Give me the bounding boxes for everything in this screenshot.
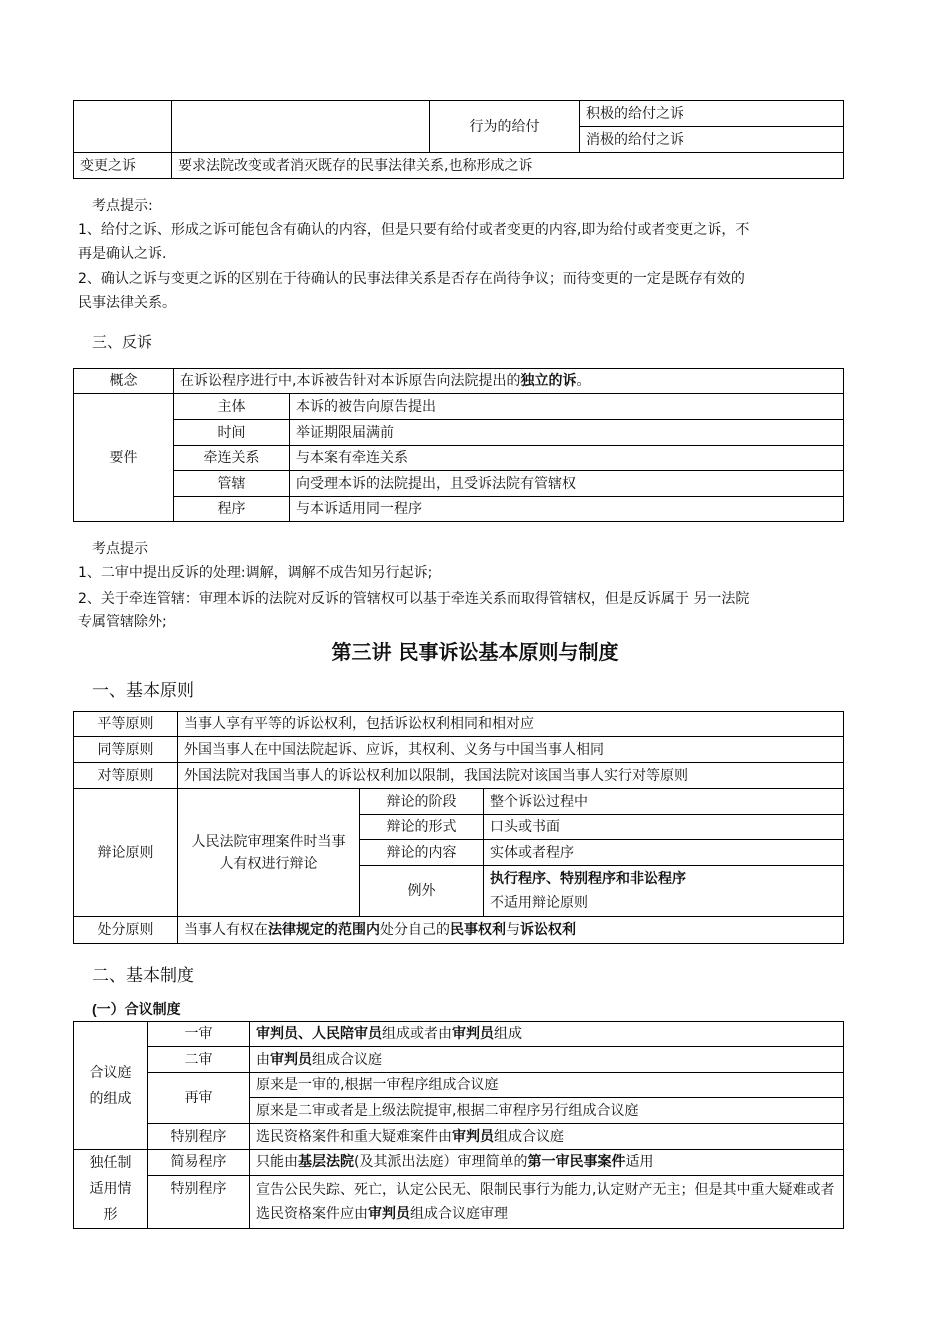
req-key: 程序 (174, 497, 290, 522)
group-sole-judge: 独任制适用情形 (74, 1150, 148, 1229)
req-value: 与本案有牵连关系 (290, 446, 844, 471)
principle-desc: 当事人有权在法律规定的范围内处分自己的民事权利与诉讼权利 (178, 917, 844, 944)
cell-requirements-label: 要件 (74, 394, 174, 522)
principle-name: 同等原则 (74, 737, 178, 763)
req-value: 本诉的被告向原告提出 (290, 394, 844, 420)
principle-desc: 当事人享有平等的诉讼权利，包括诉讼权利相同和相对应 (178, 712, 844, 737)
req-key: 主体 (174, 394, 290, 420)
group-collegiate-composition: 合议庭的组成 (74, 1022, 148, 1150)
principle-desc: 外国当事人在中国法院起诉、应诉，其权利、义务与中国当事人相同 (178, 737, 844, 763)
cell-positive-payment: 积极的给付之诉 (580, 101, 844, 127)
table-counterclaim (73, 368, 844, 522)
debate-key: 辩论的内容 (360, 840, 484, 866)
stage-key: 特别程序 (148, 1124, 250, 1150)
cell-empty (172, 101, 430, 153)
principle-name: 辩论原则 (74, 789, 178, 917)
req-value: 向受理本诉的法院提出，且受诉法院有管辖权 (290, 471, 844, 497)
cell-conduct-payment: 行为的给付 (430, 101, 580, 153)
cell-change-suit-desc: 要求法院改变或者消灭既存的民事法律关系,也称形成之诉 (172, 153, 844, 179)
tips1-line4: 民事法律关系。 (78, 295, 176, 311)
section-basic-system: 二、基本制度 (92, 966, 194, 986)
tips1-head: 考点提示: (92, 198, 153, 214)
cell-empty (74, 101, 172, 153)
tips1-line2: 再是确认之诉. (78, 246, 167, 262)
debate-key: 辩论的形式 (360, 815, 484, 840)
table-basic-principles (73, 711, 844, 944)
stage-value: 审判员、人民陪审员组成或者由审判员组成 (250, 1022, 844, 1047)
tips1-line3: 2、确认之诉与变更之诉的区别在于待确认的民事法律关系是否存在尚待争议；而待变更的一定是既存有效的 (78, 271, 745, 287)
lecture-title: 第三讲 民事诉讼基本原则与制度 (331, 640, 619, 664)
req-key: 管辖 (174, 471, 290, 497)
tips2-line3: 专属管辖除外; (78, 614, 167, 630)
stage-value: 原来是二审或者是上级法院提审,根据二审程序另行组成合议庭 (250, 1098, 844, 1124)
debate-exception: 执行程序、特别程序和非讼程序 不适用辩论原则 (484, 866, 844, 917)
stage-key: 简易程序 (148, 1150, 250, 1176)
req-value: 与本诉适用同一程序 (290, 497, 844, 522)
principle-name: 对等原则 (74, 763, 178, 789)
debate-key: 例外 (360, 866, 484, 917)
stage-key: 特别程序 (148, 1175, 250, 1228)
table-collegiate-system (73, 1021, 844, 1229)
stage-key: 再审 (148, 1073, 250, 1124)
stage-value: 选民资格案件和重大疑难案件由审判员组成合议庭 (250, 1124, 844, 1150)
debate-key: 辩论的阶段 (360, 789, 484, 815)
tips2-line1: 1、二审中提出反诉的处理:调解，调解不成告知另行起诉; (78, 565, 433, 581)
stage-value: 由审判员组成合议庭 (250, 1047, 844, 1073)
subsection-collegiate: (一）合议制度 (92, 1001, 181, 1017)
tips1-line1: 1、给付之诉、形成之诉可能包含有确认的内容，但是只要有给付或者变更的内容,即为给付或者变更之诉，不 (78, 222, 750, 238)
cell-concept: 在诉讼程序进行中,本诉被告针对本诉原告向法院提出的独立的诉。 (174, 369, 844, 394)
principle-name: 处分原则 (74, 917, 178, 944)
section-basic-principles: 一、基本原则 (92, 681, 194, 701)
debate-value: 实体或者程序 (484, 840, 844, 866)
cell-concept-label: 概念 (74, 369, 174, 394)
section-counterclaim: 三、反诉 (92, 333, 153, 351)
debate-value: 整个诉讼过程中 (484, 789, 844, 815)
tips2-line2: 2、关于牵连管辖：审理本诉的法院对反诉的管辖权可以基于牵连关系而取得管辖权，但是反诉属于 另一法院 (78, 591, 750, 607)
stage-key: 二审 (148, 1047, 250, 1073)
req-value: 举证期限届满前 (290, 420, 844, 446)
debate-desc: 人民法院审理案件时当事人有权进行辩论 (178, 789, 360, 917)
req-key: 时间 (174, 420, 290, 446)
stage-value: 只能由基层法院(及其派出法庭）审理简单的第一审民事案件适用 (250, 1150, 844, 1176)
principle-desc: 外国法院对我国当事人的诉讼权利加以限制，我国法院对该国当事人实行对等原则 (178, 763, 844, 789)
table-suit-types (73, 100, 844, 179)
cell-change-suit: 变更之诉 (74, 153, 172, 179)
stage-key: 一审 (148, 1022, 250, 1047)
cell-negative-payment: 消极的给付之诉 (580, 127, 844, 153)
principle-name: 平等原则 (74, 712, 178, 737)
tips2-head: 考点提示 (92, 541, 148, 557)
req-key: 牵连关系 (174, 446, 290, 471)
stage-value: 原来是一审的,根据一审程序组成合议庭 (250, 1073, 844, 1098)
stage-value: 宣告公民失踪、死亡，认定公民无、限制民事行为能力,认定财产无主；但是其中重大疑难或者选民资格案件应由审判员组成合议庭审理 (250, 1175, 844, 1228)
debate-value: 口头或书面 (484, 815, 844, 840)
